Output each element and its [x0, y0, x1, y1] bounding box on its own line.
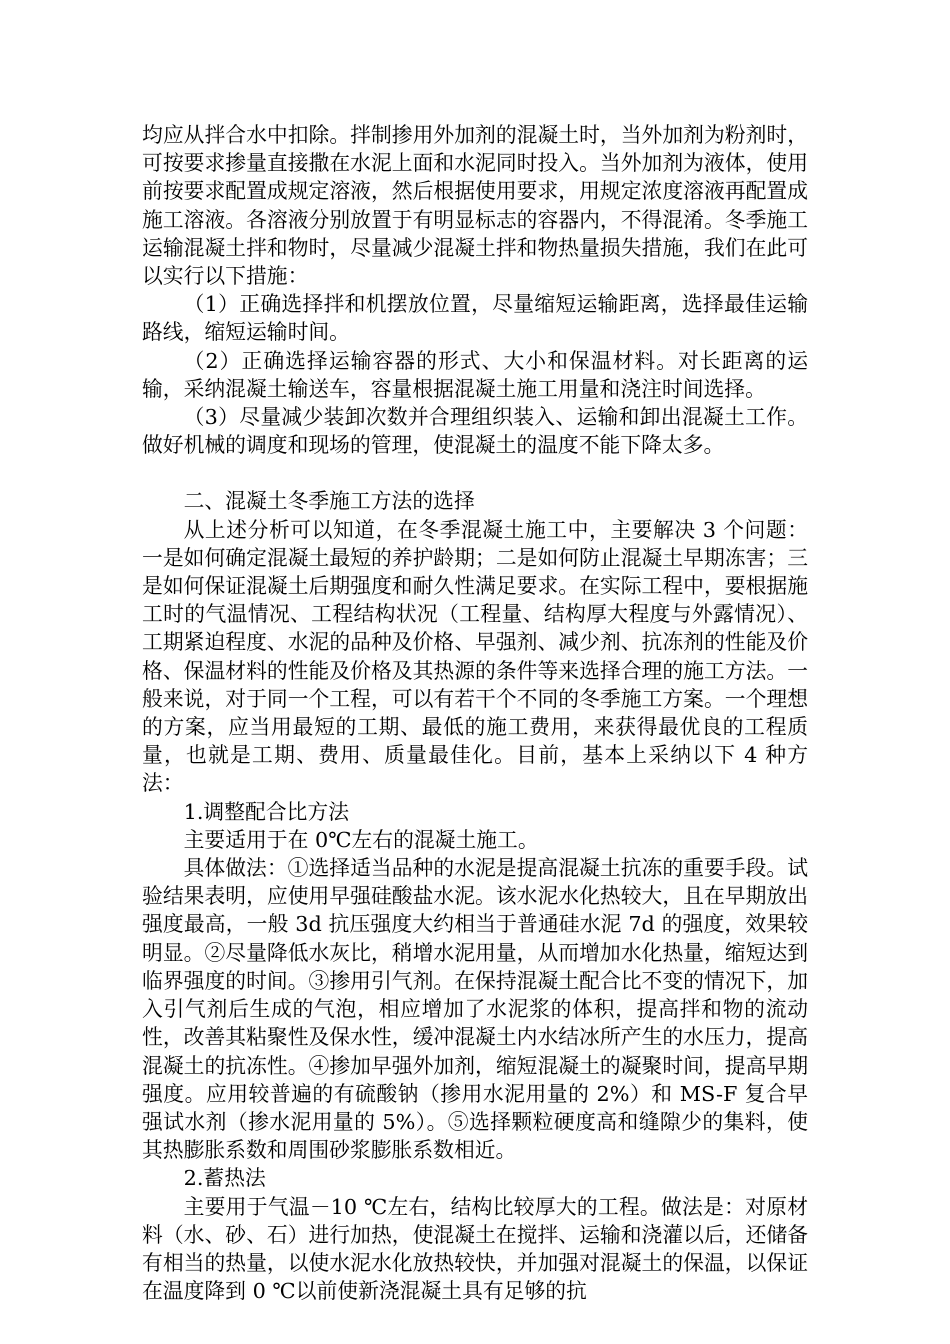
measure-item-2: （2）正确选择运输容器的形式、大小和保温材料。对长距离的运输，采纳混凝土输送车，容量根据混凝土施工用量和浇注时间选择。	[142, 348, 808, 401]
method-2-details: 主要用于气温－10 ℃左右，结构比较厚大的工程。做法是：对原材料（水、砂、石）进行加热，使混凝土在搅拌、运输和浇灌以后，还储备有相当的热量，以使水泥水化放热较快，并加强对混凝土的保温，以保证在温度降到 0 ℃以前使新浇混凝土具有足够的抗	[142, 1194, 808, 1304]
measure-item-1: （1）正确选择拌和机摆放位置，尽量缩短运输距离，选择最佳运输路线，缩短运输时间。	[142, 292, 808, 345]
section-gap	[142, 459, 808, 487]
method-1-details: 具体做法：①选择适当品种的水泥是提高混凝土抗冻的重要手段。试验结果表明，应使用早强硅酸盐水泥。该水泥水化热较大，且在早期放出强度最高，一般 3d 抗压强度大约相当于普通硅水泥 7d 的强度，效果较明显。②尽量降低水灰比，稍增水泥用量，从而增加水化热量，缩短达到临界强度的时间。③掺用引气剂。在保持混凝土配合比不变的情况下，加入引气剂后生成的气泡，相应增加了水泥浆的体积，提高拌和物的流动性，改善其粘聚性及保水性，缓冲混凝土内水结冰所产生的水压力，提高混凝土的抗冻性。④掺加早强外加剂，缩短混凝土的凝聚时间，提高早期强度。应用较普遍的有硫酸钠（掺用水泥用量的 2%）和 MS-F 复合早强试水剂（掺水泥用量的 5%）。⑤选择颗粒硬度高和缝隙少的集料，使其热膨胀系数和周围砂浆膨胀系数相近。	[142, 856, 808, 1163]
document-body	[142, 121, 808, 1305]
section-intro-paragraph: 从上述分析可以知道，在冬季混凝土施工中，主要解决 3 个问题：一是如何确定混凝土最短的养护龄期；二是如何防止混凝土早期冻害；三是如何保证混凝土后期强度和耐久性满足要求。在实际工程中，要根据施工时的气温情况、工程结构状况（工程量、结构厚大程度与外露情况）、工期紧迫程度、水泥的品种及价格、早强剂、减少剂、抗冻剂的性能及价格、保温材料的性能及价格及其热源的条件等来选择合理的施工方法。一般来说，对于同一个工程，可以有若干个不同的冬季施工方案。一个理想的方案，应当用最短的工期、最低的施工费用，来获得最优良的工程质量，也就是工期、费用、质量最佳化。目前，基本上采纳以下 4 种方法：	[142, 517, 808, 796]
paragraph-continuation: 均应从拌合水中扣除。拌制掺用外加剂的混凝土时，当外加剂为粉剂时，可按要求掺量直接撒在水泥上面和水泥同时投入。当外加剂为液体，使用前按要求配置成规定溶液，然后根据使用要求，用规定浓度溶液再配置成施工溶液。各溶液分别放置于有明显标志的容器内，不得混淆。冬季施工运输混凝土拌和物时，尽量减少混凝土拌和物热量损失措施，我们在此可以实行以下措施：	[142, 123, 808, 289]
measure-item-3: （3）尽量减少装卸次数并合理组织装入、运输和卸出混凝土工作。做好机械的调度和现场的管理，使混凝土的温度不能下降太多。	[142, 405, 808, 458]
method-1-heading: 1.调整配合比方法	[183, 799, 350, 824]
method-1-scope: 主要适用于在 0℃左右的混凝土施工。	[183, 827, 539, 852]
method-2-heading: 2.蓄热法	[183, 1166, 266, 1191]
section-heading: 二、混凝土冬季施工方法的选择	[183, 489, 475, 514]
